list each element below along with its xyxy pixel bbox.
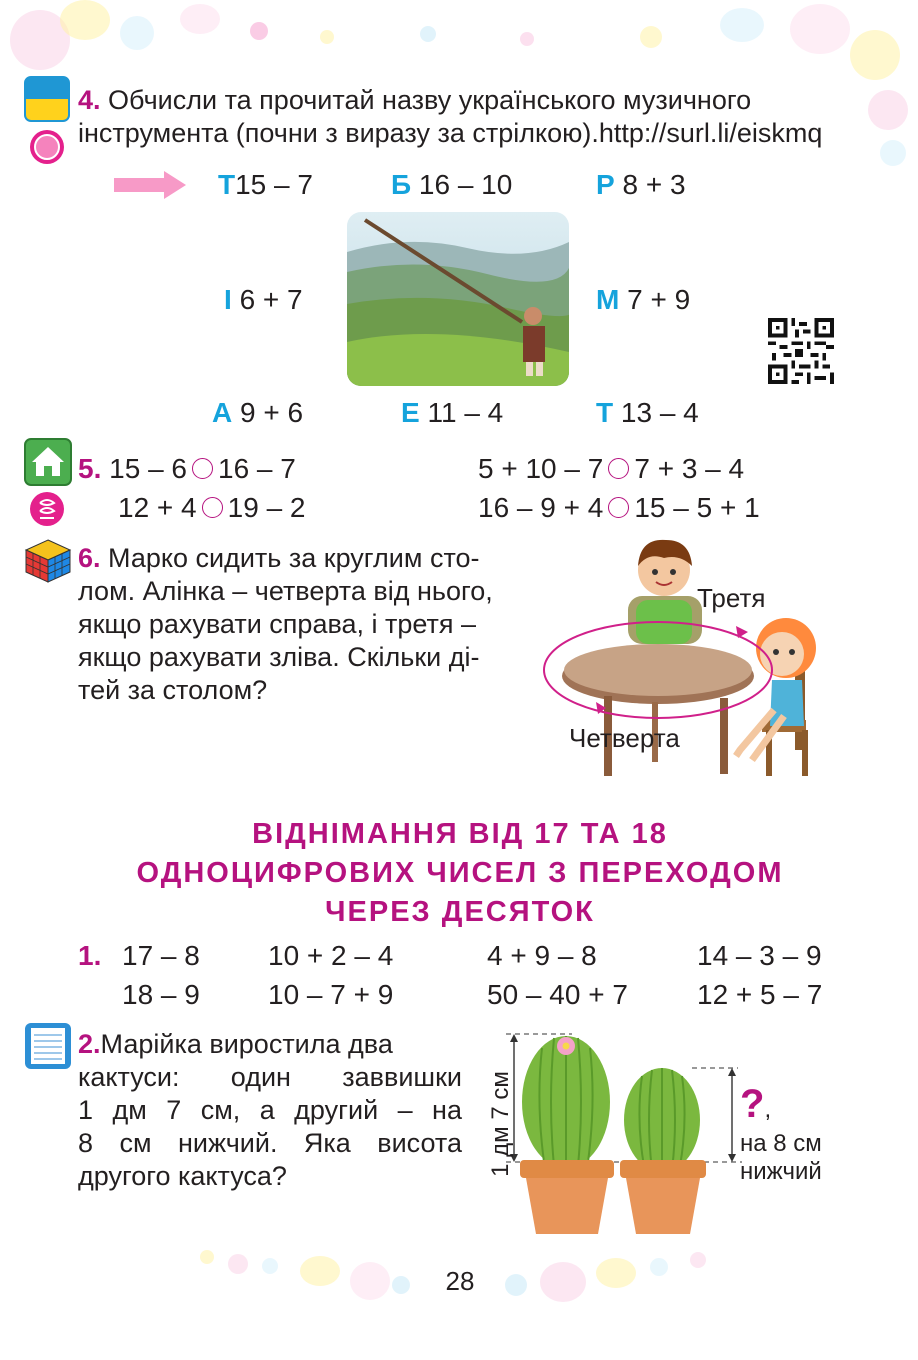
notebook-icon xyxy=(24,1022,72,1070)
task-number: 2. xyxy=(78,1029,101,1059)
audio-icon[interactable] xyxy=(28,128,66,166)
exercise-number: 4. xyxy=(78,85,101,115)
page-number: 28 xyxy=(445,1266,475,1296)
expression: 4 + 9 – 8 xyxy=(487,940,597,971)
flag-icon xyxy=(24,76,70,122)
height-label: 1 дм 7 см xyxy=(487,1071,514,1177)
label-fourth: Четверта xyxy=(569,723,680,753)
cactus-illustration xyxy=(486,1028,746,1238)
exercise-number: 5. xyxy=(78,453,102,484)
task-2-text: 2.Марійка виростила два кактуси: один заввишки 1 дм 7 см, а другий – на 8 см нижчий. Яка висота другого кактуса? xyxy=(78,1029,462,1191)
label-third: Третя xyxy=(697,583,766,613)
task-1-number: 1. xyxy=(78,940,102,971)
exercise-4-instruction: Обчисли та прочитай назву українського музичного інструмента (почни з виразу за стрілкою).http://surl.li/eiskmq xyxy=(78,85,823,148)
comparison-circle[interactable] xyxy=(608,458,629,479)
lower-label-2: нижчий xyxy=(740,1158,822,1185)
section-heading: ВІДНІМАННЯ ВІД 17 ТА 18 ОДНОЦИФРОВИХ ЧИСЕЛ З ПЕРЕХОДОМ ЧЕРЕЗ ДЕСЯТОК xyxy=(136,818,784,928)
exercise-5-row: 16 – 9 + 4 15 – 5 + 1 xyxy=(478,492,760,523)
exercise-5-row: 5. 15 – 6 16 – 7 xyxy=(78,453,296,484)
brain-icon xyxy=(29,491,65,527)
rubiks-cube-icon xyxy=(24,538,72,584)
letter-item: Е 11 – 4 xyxy=(401,397,504,428)
expression: 10 + 2 – 4 xyxy=(268,940,394,971)
expression: 14 – 3 – 9 xyxy=(697,940,822,971)
letter-item: М 7 + 9 xyxy=(596,284,691,315)
letter-item: І 6 + 7 xyxy=(224,284,303,315)
exercise-5-row: 5 + 10 – 7 7 + 3 – 4 xyxy=(478,453,745,484)
comparison-circle[interactable] xyxy=(192,458,213,479)
lower-label-1: на 8 см xyxy=(740,1130,822,1157)
house-icon xyxy=(24,438,72,486)
comparison-circle[interactable] xyxy=(202,497,223,518)
expression: 10 – 7 + 9 xyxy=(268,979,394,1010)
expression: 12 + 5 – 7 xyxy=(697,979,823,1010)
expression: 50 – 40 + 7 xyxy=(487,979,628,1010)
question-mark: ?, xyxy=(740,1082,772,1126)
exercise-6-text: 6. Марко сидить за круглим сто- лом. Алінка – четверта від нього, якщо рахувати справа, і третя – якщо рахувати зліва. Скільки ді- тей за столом? xyxy=(78,543,493,705)
exercise-number: 6. xyxy=(78,543,101,573)
expression: 17 – 8 xyxy=(122,940,200,971)
comparison-circle[interactable] xyxy=(608,497,629,518)
letter-item: А 9 + 6 xyxy=(212,397,304,428)
expression: 18 – 9 xyxy=(122,979,200,1010)
letter-item: Р 8 + 3 xyxy=(596,169,686,200)
qr-code-icon[interactable] xyxy=(767,318,835,384)
trembita-photo xyxy=(347,212,569,386)
letter-item: Т15 – 7 xyxy=(218,169,313,200)
letter-item: Т 13 – 4 xyxy=(596,397,699,428)
letter-item: Б 16 – 10 xyxy=(391,169,513,200)
exercise-4-text xyxy=(78,84,848,150)
arrow-icon xyxy=(114,171,186,199)
exercise-5-row: 12 + 4 19 – 2 xyxy=(118,492,306,523)
